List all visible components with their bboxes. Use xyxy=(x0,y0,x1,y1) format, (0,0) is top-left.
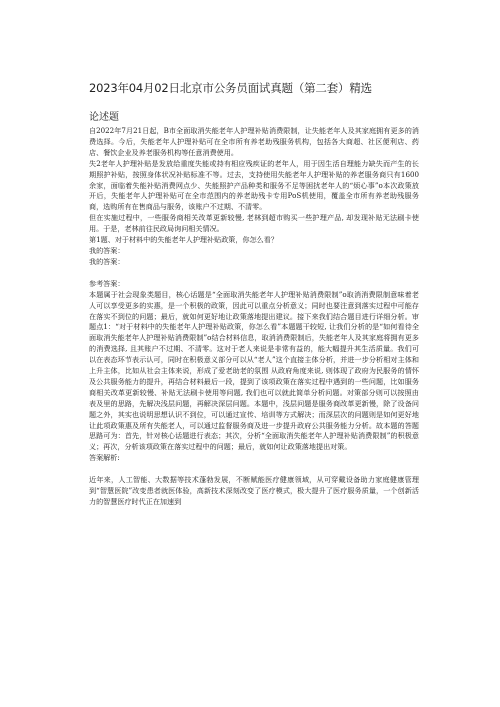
document-title: 2023年04月02日北京市公务员面试真题（第二套）精选 xyxy=(89,81,372,95)
analysis-gap xyxy=(89,464,419,475)
material-paragraph-2: 失2老年人护理补贴是发放给重度失能或持有相应残疾证的老年人，用于因生活自理能力缺失而产生的长期照护补贴，按照身体状况补贴标准不等。过去，支持使用失能老年人护理补贴的养老服务商只有1600余家，面临着失能补贴消费网点少、失能照护产品种类和服务不足等困扰老年人的“烦心事”o本次政策放开后，失能老年人护理补贴可在全市范围内的养老助残卡专用PoS机使用，覆盖全市所有养老助残服务商，选购所有在售商品与服务，该账户不过期、不清零。 xyxy=(89,158,419,212)
my-answer-label-2: 我的答案： xyxy=(89,256,125,266)
section-heading: 论述题 xyxy=(89,112,119,123)
answer-gap xyxy=(89,268,419,279)
material-paragraph-1: 自2022年7月21日起，B市全面取消失能老年人护理补贴消费限制，让失能老年人及其家庭拥有更多的消费选择。今后，失能老年人护理补贴可在全市所有养老助残服务机构，包括各大商超、社区便利店、药店、餐饮企业及养老服务机构等任意消费使用。 xyxy=(89,126,419,157)
reference-answer-label: 参考答案： xyxy=(89,278,125,288)
material-paragraph-3: 但在实施过程中，一些服务商相关改革更新较慢, 老林到超市购买一些护理产品, 却发现补贴无法刷卡使用。于是，老林前往民政局询问相关情况。 xyxy=(89,213,419,234)
tail-paragraph: 近年来，人工智能、大数据等技术蓬勃发展，不断赋能医疗健康领域，从可穿戴设备助力家庭健康管理到“智慧医院”改变患者就医体验，高新技术深刻改变了医疗模式，极大提升了医疗服务质量，一个创新活力的智慧医疗时代正在加速到 xyxy=(89,475,419,506)
reference-answer-text: 本题属于社会现象类题目，核心话题是“全面取消失能老年人护理补贴消费限制”o取消消费限制意味着老人可以享受更多的实惠，是一个积极的政策，因此可以重点分析意义；同时也要注意到落实过程中可能存在落实不到位的问题；最后，就如何更好地让政策落地提出建议。接下来我们结合题目进行详细分析。审题点1：“对于材料中的失能老年人护理补贴政策，你怎么看”本题题干较短, 让我们分析的是“如何看待全面取消失能老年人护理补贴消费限制”o结合材料信息，取消消费限制后，失能老年人及其家庭将拥有更多的消费选择, 且其账户不过期、不清零。这对于老人来说是非常有益的，能大幅提升其生活质量。我们可以在表态环节表示认可，同时在积极意义部分可以从“老人”这个直接主体分析，并进一步分析相对主体和上升主体，比如从社会主体来说，形成了爱老助老的氛围 从政府角度来说, 则体现了政府为民服务的情怀及公共服务能力的提升，再结合材料最后一段，提到了该项政策在落实过程中遇到的一些问题，比如服务商相关改革更新较慢、补贴无法刷卡使用等问题, 我们也可以就此简单分析问题。对策部分则可以按照由表及里的思路，先解决浅层问题，再解决深层问题。本题中，浅层问题是服务商改革更新慢，除了设备问题之外，其实也说明思想认识不到位，可以通过宣传、培训等方式解决；而深层次的问题则是如何更好地让此项政策惠及所有失能老人，可以通过监督服务商及进一步提升政府公共服务能力分析。故本题的答题思路可为：首先，针对核心话题进行表态；其次，分析“全面取消失能老年人护理补贴消费限制”的积极意义；再次，分析该项政策在落实过程中的问题；最后，就如何让政策落地提出对策。 xyxy=(89,289,419,452)
answer-analysis-label: 答案解析: xyxy=(89,453,120,463)
question-text: 第1题、对于材料中的失能老年人护理补贴政策，你怎么看？ xyxy=(89,235,278,245)
my-answer-label-1: 我的答案： xyxy=(89,245,125,255)
document-body xyxy=(89,126,419,508)
